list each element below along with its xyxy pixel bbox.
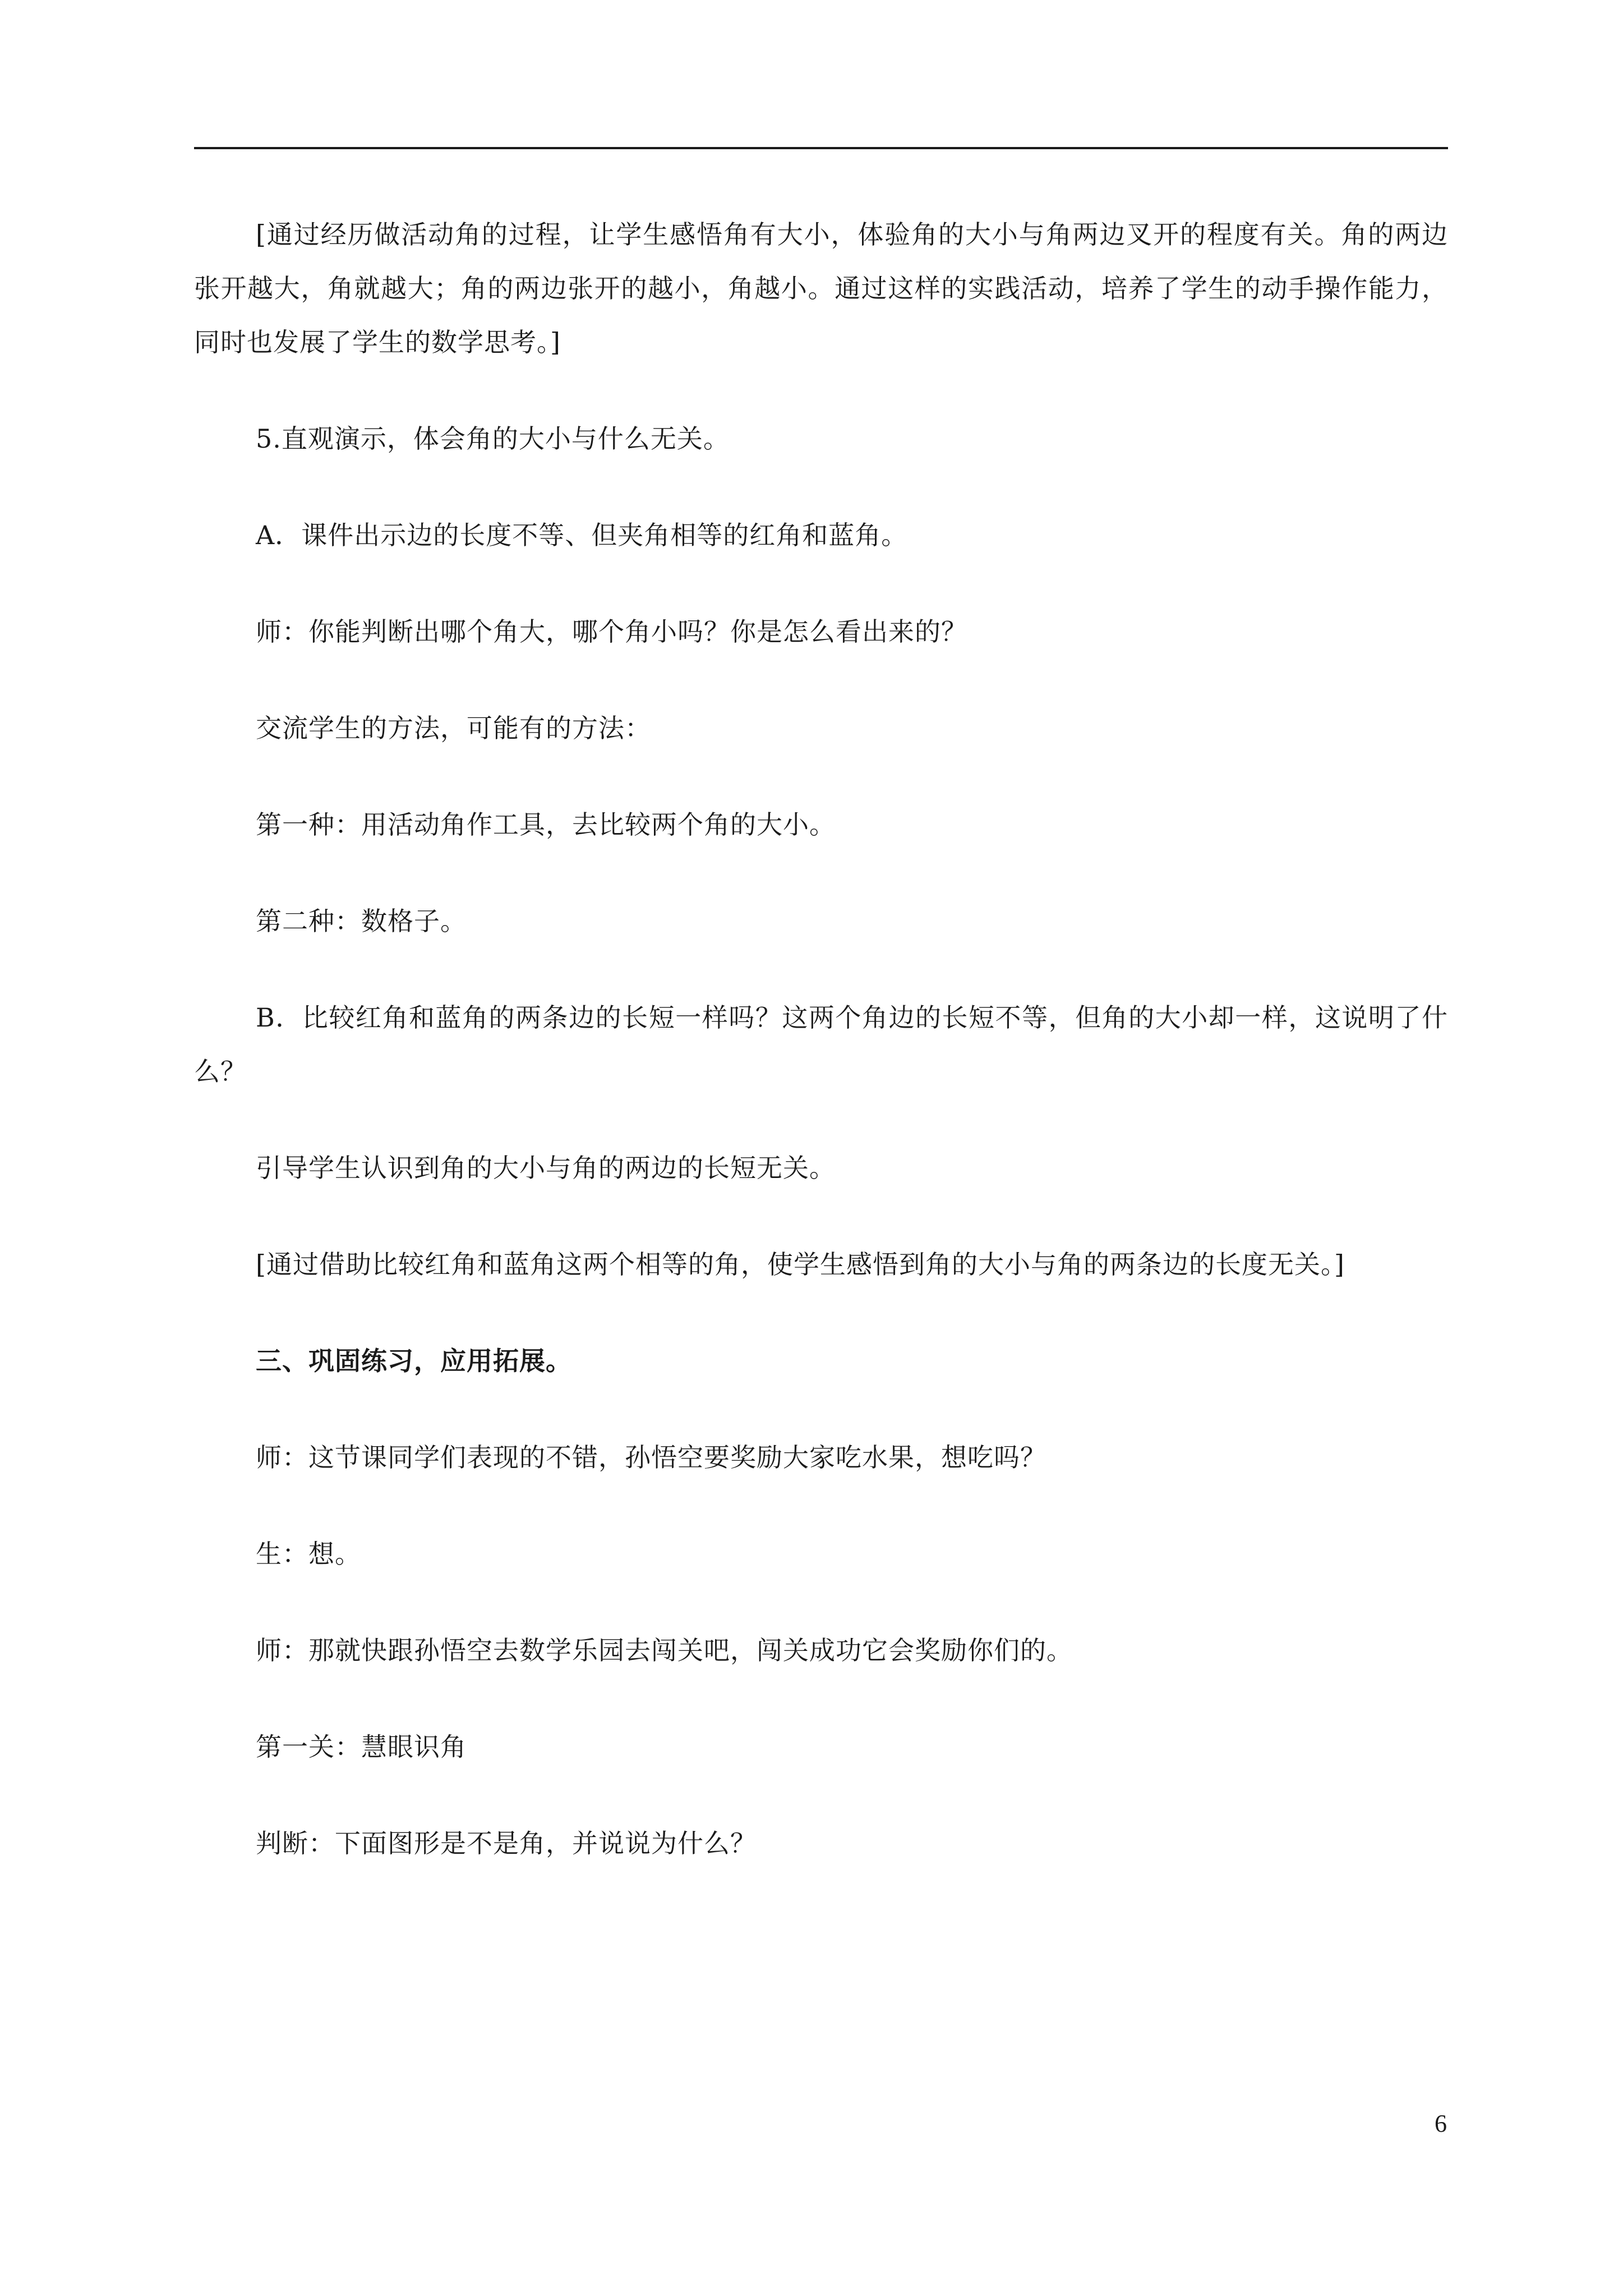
section-heading-3: 三、巩固练习，应用拓展。 <box>256 1346 572 1376</box>
paragraph-teacher-reward: 师：这节课同学们表现的不错，孙悟空要奖励大家吃水果，想吃吗？ <box>256 1442 1046 1473</box>
document-body <box>194 208 1448 1913</box>
paragraph-methods-intro: 交流学生的方法，可能有的方法： <box>256 713 651 743</box>
paragraph-level-1: 第一关：慧眼识角 <box>256 1732 467 1762</box>
paragraph-judge: 判断：下面图形是不是角，并说说为什么？ <box>256 1828 757 1858</box>
paragraph-guide: 引导学生认识到角的大小与角的两边的长短无关。 <box>256 1153 836 1183</box>
paragraph-reflection-2: [通过借助比较红角和蓝角这两个相等的角，使学生感悟到角的大小与角的两条边的长度无关。] <box>256 1249 1345 1280</box>
paragraph-teacher-question: 师：你能判断出哪个角大，哪个角小吗？你是怎么看出来的？ <box>256 616 967 647</box>
paragraph-method-1: 第一种：用活动角作工具，去比较两个角的大小。 <box>256 809 836 840</box>
paragraph-item-a: A．课件出示边的长度不等、但夹角相等的红角和蓝角。 <box>256 520 908 550</box>
header-rule <box>194 147 1448 149</box>
paragraph-step-5: 5.直观演示，体会角的大小与什么无关。 <box>256 424 730 454</box>
paragraph-teacher-challenge: 师：那就快跟孙悟空去数学乐园去闯关吧，闯关成功它会奖励你们的。 <box>256 1635 1073 1665</box>
paragraph-student-answer: 生：想。 <box>256 1539 361 1569</box>
paragraph-method-2: 第二种：数格子。 <box>256 906 467 936</box>
paragraph-reflection-1: [通过经历做活动角的过程，让学生感悟角有大小，体验角的大小与角两边叉开的程度有关。角的两边张开越大，角就越大；角的两边张开的越小，角越小。通过这样的实践活动，培养了学生的动手操作能力，同时也发展了学生的数学思考。] <box>194 219 1448 357</box>
paragraph-item-b: B．比较红角和蓝角的两条边的长短一样吗？这两个角边的长短不等，但角的大小却一样，这说明了什么？ <box>194 1002 1448 1087</box>
page-number: 6 <box>1435 2110 1447 2137</box>
